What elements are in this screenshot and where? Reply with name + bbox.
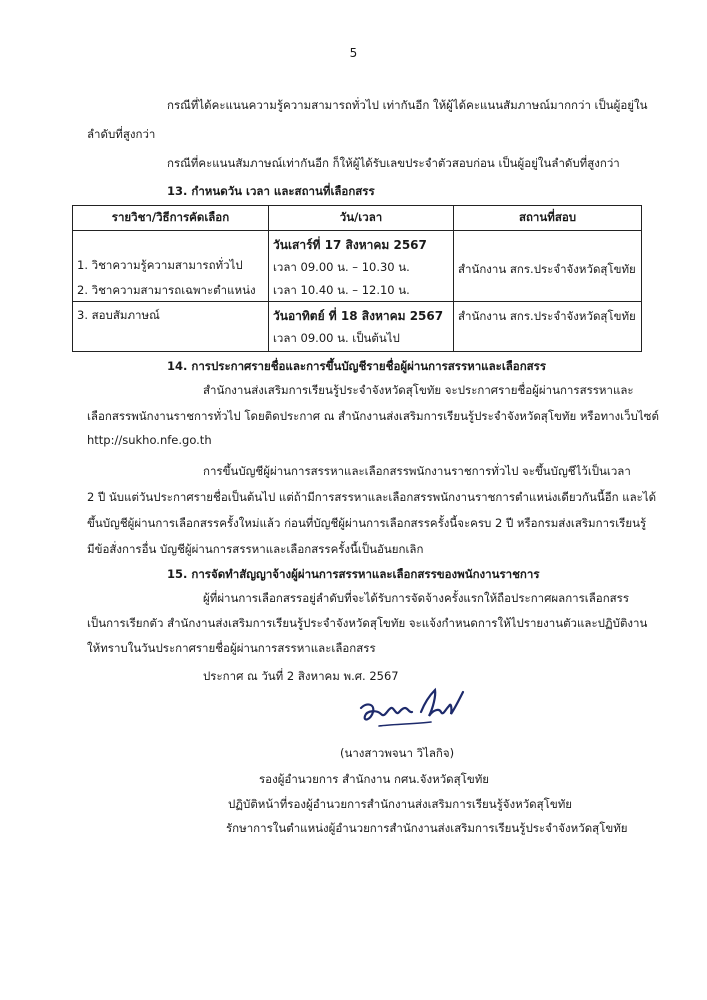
exam-schedule-table: [72, 205, 642, 352]
section-13-heading: 13. กำหนดวัน เวลา และสถานที่เลือกสรร: [167, 184, 375, 198]
subject-position-specific: 2. วิชาความสามารถเฉพาะตำแหน่ง: [77, 283, 256, 297]
section-14-heading: 14. การประกาศรายชื่อและการขึ้นบัญชีรายชื่อผู้ผ่านการสรรหาและเลือกสรร: [167, 359, 547, 373]
section-14-para-2-line-3: ขึ้นบัญชีผู้ผ่านการเลือกสรรครั้งใหม่แล้ว ก่อนที่บัญชีผู้ผ่านการเลือกสรรครั้งนี้จะครบ 2 ปี หรือกรมส่งเสริมการเรียนรู้: [87, 516, 647, 530]
announcement-date: ประกาศ ณ วันที่ 2 สิงหาคม พ.ศ. 2567: [203, 669, 399, 683]
signer-name: (นางสาวพจนา วิไลกิจ): [340, 746, 455, 760]
section-14-para-2-line-4: มีข้อสั่งการอื่น บัญชีผู้ผ่านการสรรหาและเลือกสรรครั้งนี้เป็นอันยกเลิก: [87, 542, 424, 556]
section-14-para-2-line-1: การขึ้นบัญชีผู้ผ่านการสรรหาและเลือกสรรพนักงานราชการทั่วไป จะขึ้นบัญชีไว้เป็นเวลา: [203, 464, 631, 478]
tie-rule-paragraph-2: กรณีที่คะแนนสัมภาษณ์เท่ากันอีก ก็ให้ผู้ได้รับเลขประจำตัวสอบก่อน เป็นผู้อยู่ในลำดับที่สูงกว่า: [167, 156, 620, 170]
section-15-heading: 15. การจัดทำสัญญาจ้างผู้ผ่านการสรรหาและเลือกสรรของพนักงานราชการ: [167, 567, 540, 581]
signer-title-3: รักษาการในตำแหน่งผู้อำนวยการสำนักงานส่งเสริมการเรียนรู้ประจำจังหวัดสุโขทัย: [226, 821, 628, 835]
table-row-2-subjects: [73, 302, 269, 352]
section-15-para-line-1: ผู้ที่ผ่านการเลือกสรรอยู่ลำดับที่จะได้รับการจัดจ้างครั้งแรกให้ถือประกาศผลการเลือกสรร: [203, 591, 630, 605]
signer-title-1: รองผู้อำนวยการ สำนักงาน กศน.จังหวัดสุโขทัย: [259, 772, 490, 786]
row-2-time: เวลา 09.00 น. เป็นต้นไป: [273, 331, 400, 345]
table-header-datetime: วัน/เวลา: [269, 206, 454, 231]
page-number: 5: [349, 46, 358, 60]
tie-rule-paragraph-line-2: ลำดับที่สูงกว่า: [87, 127, 156, 141]
section-15-para-line-2: เป็นการเรียกตัว สำนักงานส่งเสริมการเรียนรู้ประจำจังหวัดสุโขทัย จะแจ้งกำหนดการให้ไปรายงานตัวและปฏิบัติงาน: [87, 616, 648, 630]
website-link[interactable]: http://sukho.nfe.go.th: [87, 433, 212, 447]
tie-rule-paragraph-line-1: กรณีที่ได้คะแนนความรู้ความสามารถทั่วไป เท่ากันอีก ให้ผู้ได้คะแนนสัมภาษณ์มากกว่า เป็นผู้อยู่ใน: [167, 98, 648, 112]
row-1-time-1: เวลา 09.00 น. – 10.30 น.: [273, 260, 410, 274]
table-row-1-datetime: [269, 231, 454, 302]
subject-interview: 3. สอบสัมภาษณ์: [77, 308, 160, 322]
section-14-para-1-line-1: สำนักงานส่งเสริมการเรียนรู้ประจำจังหวัดสุโขทัย จะประกาศรายชื่อผู้ผ่านการสรรหาและ: [203, 383, 634, 397]
table-row-2-datetime: [269, 302, 454, 352]
section-14-para-1-line-2: เลือกสรรพนักงานราชการทั่วไป โดยติดประกาศ ณ สำนักงานส่งเสริมการเรียนรู้ประจำจังหวัดสุโขทัย หรือทางเว็บไซต์: [87, 409, 659, 423]
table-row-1-subjects: [73, 231, 269, 302]
table-row-2-venue: [454, 302, 642, 352]
row-2-date: วันอาทิตย์ ที่ 18 สิงหาคม 2567: [273, 309, 444, 323]
table-header-venue: สถานที่สอบ: [454, 206, 642, 231]
section-14-para-2-line-2: 2 ปี นับแต่วันประกาศรายชื่อเป็นต้นไป แต่ถ้ามีการสรรหาและเลือกสรรพนักงานราชการตำแหน่งเดียวกันนี้อีก และได้: [87, 490, 657, 504]
table-header-subject: รายวิชา/วิธีการคัดเลือก: [73, 206, 269, 231]
subject-general-knowledge: 1. วิชาความรู้ความสามารถทั่วไป: [77, 258, 243, 272]
row-2-venue-text: สำนักงาน สกร.ประจำจังหวัดสุโขทัย: [458, 309, 636, 323]
row-1-date: วันเสาร์ที่ 17 สิงหาคม 2567: [273, 238, 427, 252]
handwritten-signature: [355, 686, 475, 738]
section-15-para-line-3: ให้ทราบในวันประกาศรายชื่อผู้ผ่านการสรรหาและเลือกสรร: [87, 641, 376, 655]
row-1-time-2: เวลา 10.40 น. – 12.10 น.: [273, 283, 410, 297]
signer-title-2: ปฏิบัติหน้าที่รองผู้อำนวยการสำนักงานส่งเสริมการเรียนรู้จังหวัดสุโขทัย: [228, 797, 573, 811]
table-row-1-venue: [454, 231, 642, 302]
row-1-venue-text: สำนักงาน สกร.ประจำจังหวัดสุโขทัย: [458, 262, 636, 276]
